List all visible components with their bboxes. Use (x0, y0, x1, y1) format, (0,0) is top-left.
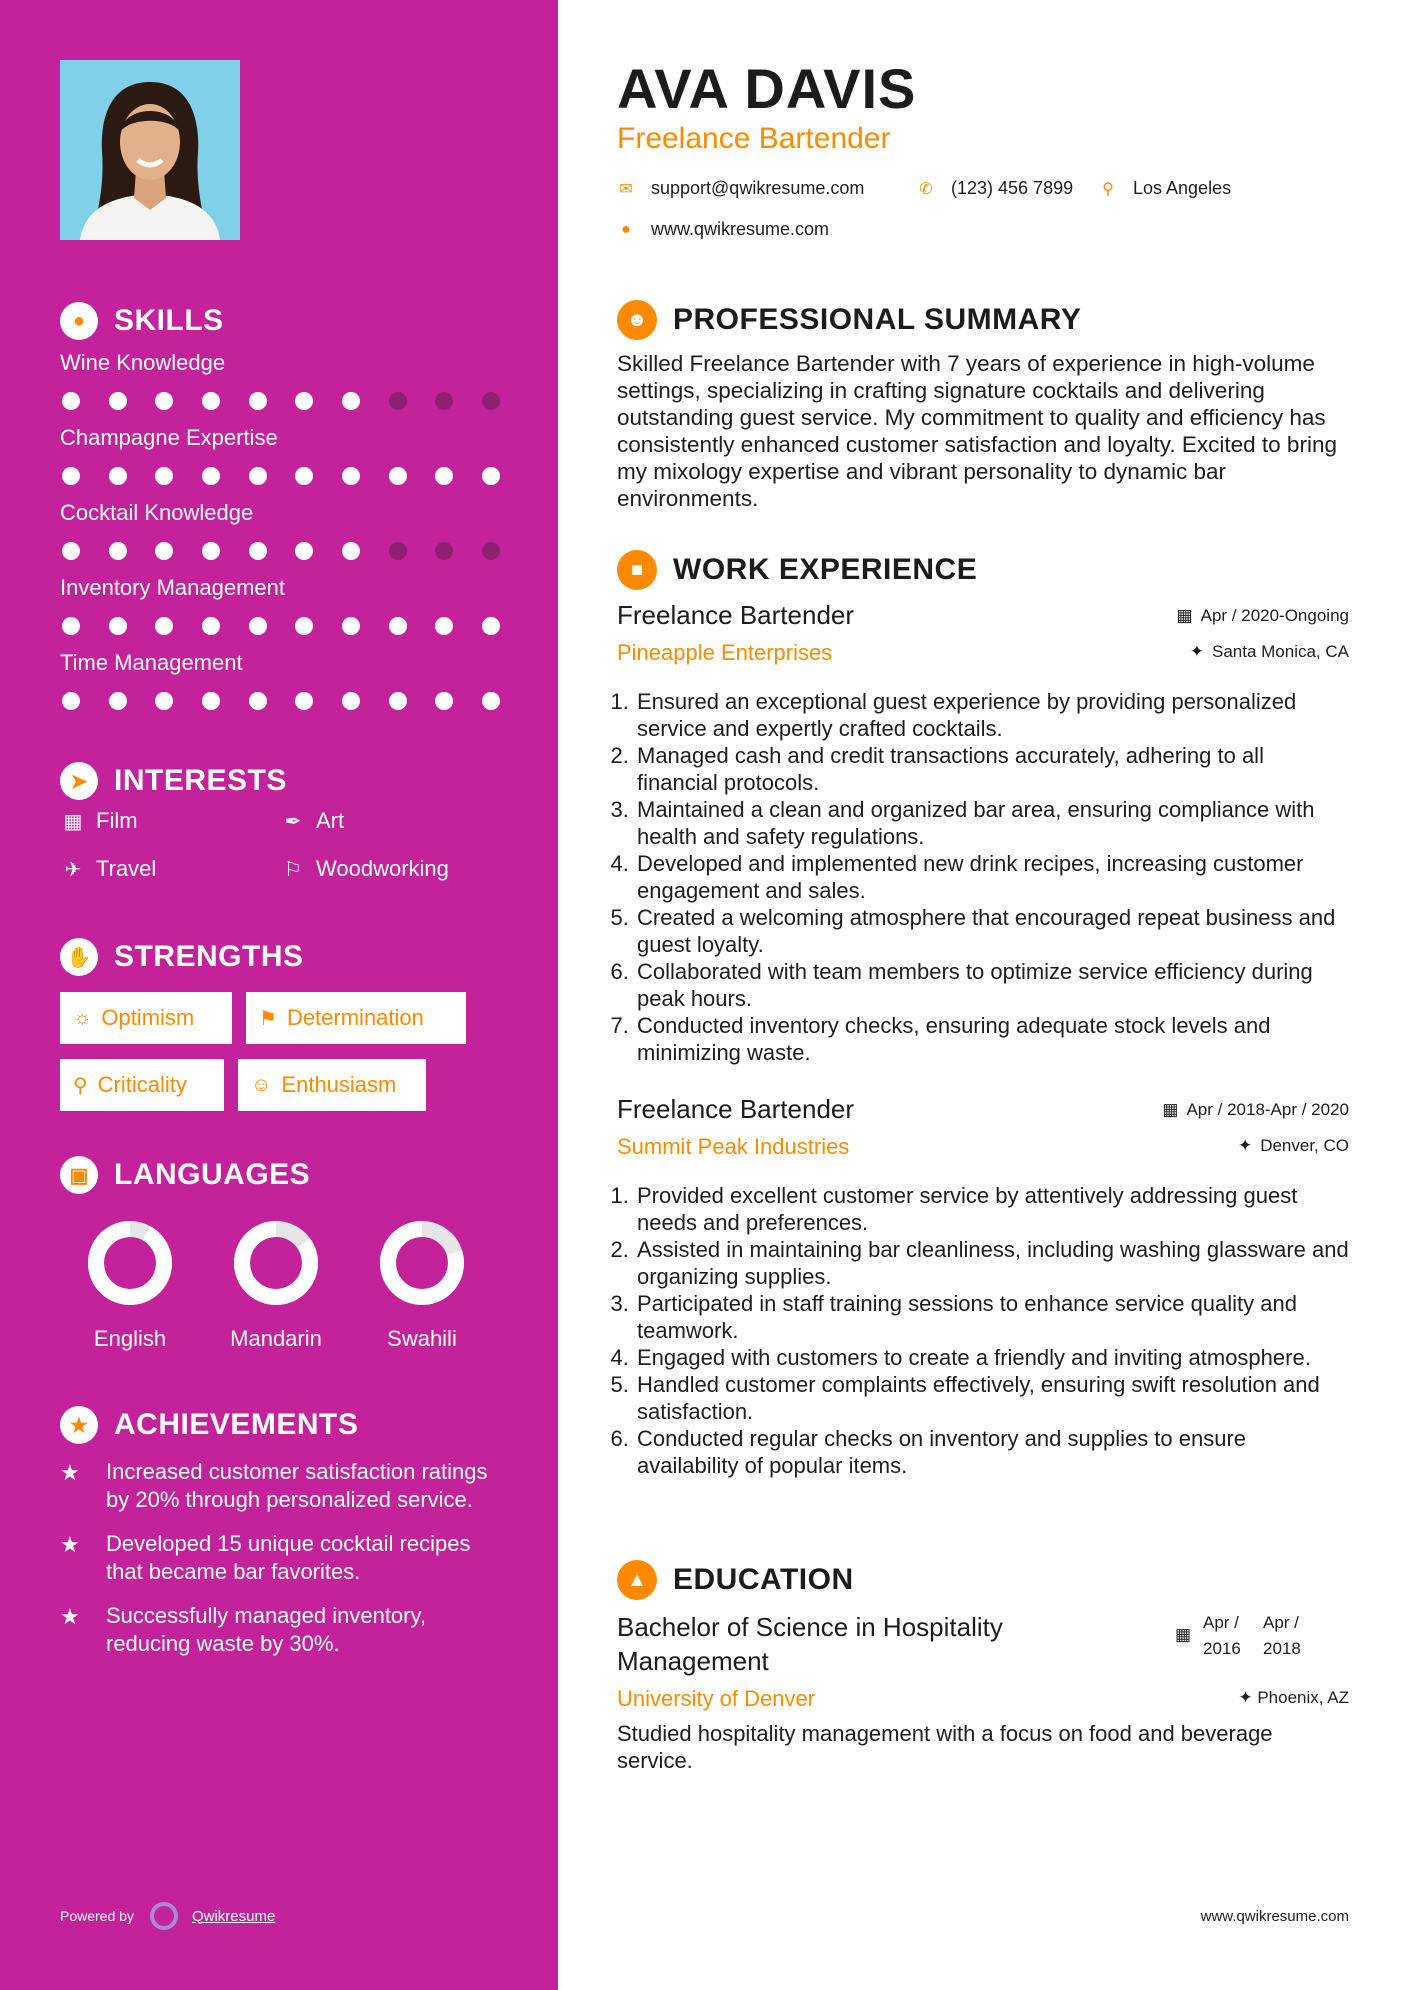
briefcase-icon: ■ (617, 550, 657, 590)
skill-dot (62, 392, 80, 410)
shooting-star-icon: ★ (60, 1532, 80, 1557)
skills-heading: ● SKILLS (60, 300, 224, 342)
skill-dot (482, 542, 500, 560)
shooting-star-icon: ★ (60, 1604, 80, 1629)
interest-item: ⚐ Woodworking (280, 856, 500, 882)
skill-dot (62, 617, 80, 635)
interests-list (60, 808, 520, 882)
footer-website[interactable]: www.qwikresume.com (1200, 1908, 1349, 1925)
skill-dot (482, 467, 500, 485)
smile-icon: ☺ (251, 1073, 272, 1096)
skill-dot (62, 542, 80, 560)
job-location: ✦ Denver, CO (1237, 1136, 1349, 1155)
skill-dot (109, 617, 127, 635)
job-bullet: 6. Conducted regular checks on inventory and supplies to ensure availability of popular items. (635, 1425, 1349, 1479)
skill-dot (389, 692, 407, 710)
skill-dot (202, 542, 220, 560)
interest-item: ✒ Art (280, 808, 500, 834)
candidate-name: AVA DAVIS (617, 57, 917, 120)
languages-heading: ▣ LANGUAGES (60, 1154, 310, 1196)
job-bullet: 6. Collaborated with team members to optimize service efficiency during peak hours. (635, 958, 1349, 1012)
skill-dot (155, 617, 173, 635)
job-bullet: 5. Created a welcoming atmosphere that encouraged repeat business and guest loyalty. (635, 904, 1349, 958)
skill-dot (389, 542, 407, 560)
profile-photo (60, 60, 240, 240)
summary-text: Skilled Freelance Bartender with 7 years of experience in high-volume settings, specializing in crafting signature cocktails and delivering outstanding guest service. My commitment to quality and efficiency has consistently enhanced customer satisfaction and loyalty. Excited to bring my mixology expertise and vibrant personality to dynamic bar environments. (617, 351, 1337, 511)
job-bullet: 2. Assisted in maintaining bar cleanliness, including washing glassware and organizing supplies. (635, 1236, 1349, 1290)
skill-dot (249, 692, 267, 710)
skill-dot (295, 467, 313, 485)
job-company: Pineapple Enterprises (617, 640, 833, 665)
hand-icon: ✋ (60, 938, 98, 976)
education-degree: Bachelor of Science in Hospitality Management (617, 1612, 1003, 1676)
achievements-heading: ★ ACHIEVEMENTS (60, 1404, 358, 1446)
pushpin-icon: ✦ (1189, 642, 1204, 661)
skill-dot (109, 392, 127, 410)
language-item: Mandarin (206, 1218, 346, 1352)
skill-dot (295, 392, 313, 410)
language-item: English (60, 1218, 200, 1352)
skill-dot (155, 692, 173, 710)
skill-dot (62, 692, 80, 710)
achievement-item: ★ Developed 15 unique cocktail recipes that became bar favorites. (60, 1531, 471, 1584)
language-ring (85, 1218, 175, 1308)
skill-dot (62, 467, 80, 485)
strength-chip: ☺ Enthusiasm (238, 1059, 426, 1111)
main-content (617, 0, 1349, 1990)
job-location: ✦ Santa Monica, CA (1189, 642, 1349, 661)
skill-dot (342, 467, 360, 485)
skill-dot (295, 542, 313, 560)
skill-dot (435, 392, 453, 410)
skill-dot (389, 617, 407, 635)
user-icon: ☻ (617, 300, 657, 340)
pushpin-icon: ✦ (1238, 1688, 1253, 1707)
skill-dot (249, 542, 267, 560)
skill-rating (60, 392, 500, 410)
skill-row (60, 425, 510, 485)
skill-dot (342, 617, 360, 635)
skill-rating (60, 542, 500, 560)
sidebar (0, 0, 558, 1990)
skill-dot (435, 617, 453, 635)
summary-heading: ☻ PROFESSIONAL SUMMARY (617, 298, 1081, 342)
interests-heading: ➤ INTERESTS (60, 760, 287, 802)
skill-rating (60, 617, 500, 635)
skill-dot (249, 467, 267, 485)
strength-chip: ⚑ Determination (246, 992, 466, 1044)
paper-plane-icon: ➤ (60, 762, 98, 800)
skill-rating (60, 692, 500, 710)
skill-dot (435, 467, 453, 485)
paintbrush-icon: ✒ (284, 810, 302, 833)
phone-icon: ✆ (919, 180, 933, 198)
skill-dot (342, 392, 360, 410)
qwikresume-link[interactable]: Qwikresume (191, 1907, 276, 1925)
skill-name: Inventory Management (60, 575, 286, 600)
education-location: ✦ Phoenix, AZ (1238, 1688, 1349, 1707)
job-entry (617, 1094, 1349, 1479)
profile-photo-image (60, 60, 240, 240)
website-contact[interactable]: ● www.qwikresume.com (617, 219, 829, 240)
job-header (617, 1094, 1349, 1168)
graduation-cap-icon: ▲ (617, 1560, 657, 1600)
skill-dot (249, 392, 267, 410)
globe-icon: ● (621, 220, 631, 238)
skill-dot (435, 692, 453, 710)
strength-chip: ☼ Optimism (60, 992, 232, 1044)
education-description: Studied hospitality management with a focus on food and beverage service. (617, 1721, 1273, 1773)
phone-contact[interactable]: ✆ (123) 456 7899 (917, 178, 1073, 199)
map-pin-icon: ⚲ (1102, 180, 1114, 198)
interest-item: ✈ Travel (60, 856, 280, 882)
skill-name: Champagne Expertise (60, 425, 278, 450)
job-bullet: 1. Ensured an exceptional guest experience by providing personalized service and expertly crafted cocktails. (635, 688, 1349, 742)
calendar-icon: ▦ (1174, 1625, 1191, 1644)
email-contact[interactable]: ✉ support@qwikresume.com (617, 178, 864, 199)
languages-list (60, 1218, 480, 1358)
job-responsibilities (617, 1182, 1349, 1479)
job-title: Freelance Bartender (617, 1094, 855, 1124)
shooting-star-icon: ★ (60, 1460, 80, 1485)
job-entry (617, 600, 1349, 1066)
plane-icon: ✈ (64, 858, 82, 881)
skill-dot (389, 392, 407, 410)
language-item: Swahili (352, 1218, 492, 1352)
skill-dot (295, 617, 313, 635)
calendar-icon: ▦ (1176, 606, 1193, 625)
experience-heading: ■ WORK EXPERIENCE (617, 548, 977, 592)
skill-dot (155, 467, 173, 485)
calendar-icon: ▦ (1162, 1100, 1179, 1119)
language-ring (377, 1218, 467, 1308)
powered-by: Powered by Qwikresume (60, 1902, 275, 1930)
job-bullet: 5. Handled customer complaints effectively, ensuring swift resolution and satisfaction. (635, 1371, 1349, 1425)
education-date: ▦ Apr / 2016 Apr / 2018 (1175, 1610, 1323, 1662)
job-bullet: 3. Maintained a clean and organized bar area, ensuring compliance with health and safety regulations. (635, 796, 1349, 850)
candidate-role: Freelance Bartender (617, 122, 891, 155)
job-bullet: 3. Participated in staff training sessions to enhance service quality and teamwork. (635, 1290, 1349, 1344)
skill-dot (109, 692, 127, 710)
lightbulb-icon: ● (60, 302, 98, 340)
skill-dot (202, 467, 220, 485)
skill-dot (202, 617, 220, 635)
pushpin-icon: ✦ (1237, 1136, 1253, 1155)
skill-dot (342, 542, 360, 560)
skill-dot (482, 392, 500, 410)
job-date: ▦ Apr / 2018-Apr / 2020 (1162, 1100, 1349, 1119)
qwikresume-logo-icon (150, 1902, 178, 1930)
job-date: ▦ Apr / 2020-Ongoing (1176, 606, 1349, 625)
language-icon: ▣ (60, 1156, 98, 1194)
skill-name: Time Management (60, 650, 243, 675)
skill-row (60, 575, 510, 635)
education-heading: ▲ EDUCATION (617, 1558, 854, 1602)
skill-dot (202, 392, 220, 410)
skill-row (60, 500, 510, 560)
skill-dot (342, 692, 360, 710)
skill-dot (389, 467, 407, 485)
achievement-item: ★ Increased customer satisfaction ratings by 20% through personalized service. (60, 1459, 488, 1512)
flag-icon: ⚑ (259, 1007, 277, 1030)
bullhorn-icon: ⚐ (284, 858, 302, 881)
education-entry (617, 1610, 1349, 1773)
skill-dot (155, 392, 173, 410)
skill-dot (295, 692, 313, 710)
achievement-item: ★ Successfully managed inventory, reducing waste by 30%. (60, 1603, 426, 1656)
skill-dot (482, 617, 500, 635)
skill-dot (482, 692, 500, 710)
job-bullet: 2. Managed cash and credit transactions accurately, adhering to all financial protocols. (635, 742, 1349, 796)
interest-item: ▦ Film (60, 808, 280, 834)
skill-dot (435, 542, 453, 560)
skill-name: Wine Knowledge (60, 350, 226, 375)
achievements-list (60, 1458, 500, 1674)
skill-dot (109, 467, 127, 485)
skill-row (60, 650, 510, 710)
job-bullet: 4. Engaged with customers to create a friendly and inviting atmosphere. (635, 1344, 1349, 1371)
star-icon: ★ (60, 1406, 98, 1444)
skill-name: Cocktail Knowledge (60, 500, 254, 525)
skill-dot (249, 617, 267, 635)
job-responsibilities (617, 688, 1349, 1066)
skill-row (60, 350, 510, 410)
strength-chip: ⚲ Criticality (60, 1059, 224, 1111)
job-title: Freelance Bartender (617, 600, 855, 630)
job-bullet: 4. Developed and implemented new drink recipes, increasing customer engagement and sales. (635, 850, 1349, 904)
skill-dot (155, 542, 173, 560)
skill-dot (109, 542, 127, 560)
job-company: Summit Peak Industries (617, 1134, 850, 1159)
sun-icon: ☼ (73, 1006, 92, 1029)
job-bullet: 1. Provided excellent customer service by attentively addressing guest needs and preferences. (635, 1182, 1349, 1236)
skill-rating (60, 467, 500, 485)
location-contact: ⚲ Los Angeles (1099, 178, 1231, 199)
film-icon: ▦ (63, 810, 83, 833)
skill-dot (202, 692, 220, 710)
search-icon: ⚲ (73, 1074, 88, 1097)
job-bullet: 7. Conducted inventory checks, ensuring adequate stock levels and minimizing waste. (635, 1012, 1349, 1066)
education-school: University of Denver (617, 1686, 816, 1711)
job-header (617, 600, 1349, 674)
language-ring (231, 1218, 321, 1308)
envelope-icon: ✉ (619, 180, 633, 198)
strengths-heading: ✋ STRENGTHS (60, 936, 304, 978)
